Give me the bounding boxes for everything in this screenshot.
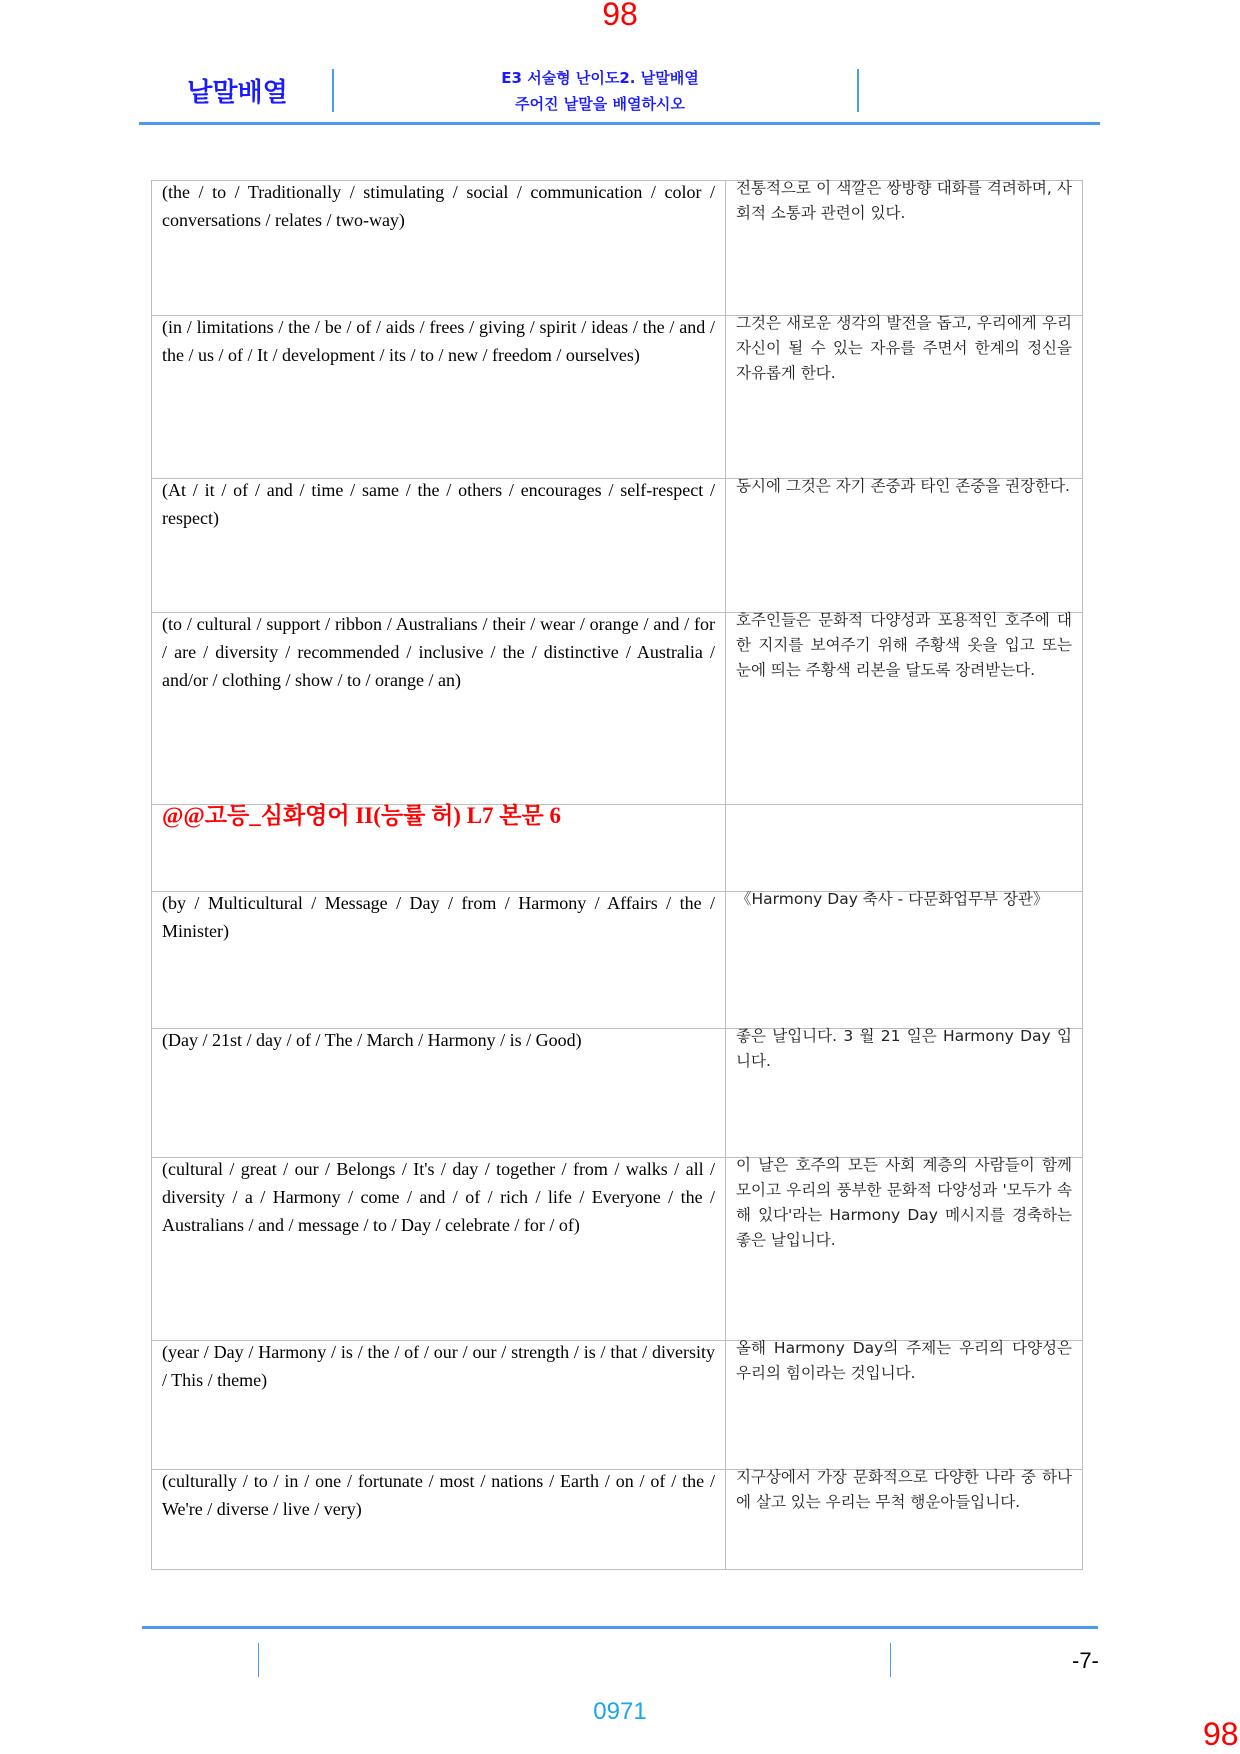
korean-translation: 올해 Harmony Day의 주제는 우리의 다양성은 우리의 힘이라는 것입니다.: [736, 1339, 1072, 1382]
korean-cell: [726, 1158, 1083, 1341]
korean-cell: [726, 1029, 1083, 1158]
header-rule: [139, 122, 1100, 125]
word-list: (Day / 21st / day / of / The / March / Harmony / is / Good): [162, 1030, 582, 1050]
korean-translation: 좋은 날입니다. 3 월 21 일은 Harmony Day 입니다.: [736, 1027, 1072, 1070]
exercise-table: [151, 180, 1083, 1570]
korean-cell: [726, 316, 1083, 479]
table-row: [152, 316, 1083, 479]
table-row: [152, 1029, 1083, 1158]
korean-translation: 전통적으로 이 색깔은 쌍방향 대화를 격려하며, 사회적 소통과 관련이 있다.: [736, 179, 1072, 222]
korean-cell: [726, 1470, 1083, 1570]
page-number-bottom: 98: [1203, 1716, 1239, 1752]
english-cell: [152, 1470, 726, 1570]
korean-translation: 지구상에서 가장 문화적으로 다양한 나라 중 하나에 살고 있는 우리는 무척 행운아들입니다.: [736, 1468, 1072, 1511]
footer-divider-left: [258, 1643, 259, 1677]
english-cell: [152, 1029, 726, 1158]
korean-cell: [726, 805, 1083, 892]
header-title: 낱말배열: [187, 78, 288, 108]
header-divider-left: [332, 69, 334, 112]
english-cell: [152, 613, 726, 805]
korean-cell: [726, 1341, 1083, 1470]
word-list: (by / Multicultural / Message / Day / from / Harmony / Affairs / the / Minister): [162, 893, 715, 941]
korean-cell: [726, 892, 1083, 1029]
korean-cell: [726, 479, 1083, 613]
english-cell: [152, 316, 726, 479]
english-cell: [152, 181, 726, 316]
korean-cell: [726, 613, 1083, 805]
header-divider-right: [857, 69, 859, 112]
korean-translation: 이 날은 호주의 모든 사회 계층의 사람들이 함께 모이고 우리의 풍부한 문화적 다양성과 '모두가 속해 있다'라는 Harmony Day 메시지를 경축하는 좋은 날입니다.: [736, 1156, 1072, 1249]
word-list: (cultural / great / our / Belongs / It's / day / together / from / walks / all / diversity / a / Harmony / come / and / of / rich / life / Everyone / the / Australians / and / message / to / Day / celebrate / for / of): [162, 1159, 715, 1235]
word-list: (to / cultural / support / ribbon / Australians / their / wear / orange / and / for / are / diversity / recommended / inclusive / the / distinctive / Australia / and/or / clothing / show / to / orange / an): [162, 614, 715, 690]
table-row: [152, 805, 1083, 892]
korean-translation: 동시에 그것은 자기 존중과 타인 존중을 권장한다.: [736, 477, 1070, 495]
english-cell: [152, 892, 726, 1029]
table-row: [152, 1341, 1083, 1470]
footer-rule: [142, 1626, 1098, 1629]
table-row: [152, 1470, 1083, 1570]
korean-cell: [726, 181, 1083, 316]
korean-translation: 호주인들은 문화적 다양성과 포용적인 호주에 대한 지지를 보여주기 위해 주황색 옷을 입고 또는 눈에 띄는 주황색 리본을 달도록 장려받는다.: [736, 611, 1072, 679]
table-row: [152, 1158, 1083, 1341]
footer-page-label: -7-: [1072, 1648, 1099, 1673]
english-cell: [152, 1341, 726, 1470]
word-list: (year / Day / Harmony / is / the / of / our / our / strength / is / that / diversity / This / theme): [162, 1342, 715, 1390]
footer-divider-right: [890, 1643, 891, 1677]
table-row: [152, 892, 1083, 1029]
word-list: (At / it / of / and / time / same / the / others / encourages / self-respect / respect): [162, 480, 715, 528]
table-row: [152, 181, 1083, 316]
english-cell: [152, 805, 726, 892]
page-number-top: 98: [602, 0, 638, 32]
english-cell: [152, 479, 726, 613]
section-title: @@고등_심화영어 II(능률 허) L7 본문 6: [162, 803, 561, 828]
footer-code: 0971: [593, 1698, 647, 1725]
word-list: (in / limitations / the / be / of / aids / frees / giving / spirit / ideas / the / and / the / us / of / It / development / its / to / new / freedom / ourselves): [162, 317, 715, 365]
table-row: [152, 613, 1083, 805]
table-row: [152, 479, 1083, 613]
word-list: (culturally / to / in / one / fortunate / most / nations / Earth / on / of / the / We're / diverse / live / very): [162, 1471, 715, 1519]
header-subtitle-line2: 주어진 낱말을 배열하시오: [515, 95, 685, 113]
english-cell: [152, 1158, 726, 1341]
word-list: (the / to / Traditionally / stimulating / social / communication / color / conversations / relates / two-way): [162, 182, 715, 230]
header-subtitle-line1: E3 서술형 난이도2. 낱말배열: [501, 69, 699, 87]
korean-translation: 그것은 새로운 생각의 발전을 돕고, 우리에게 우리 자신이 될 수 있는 자유를 주면서 한계의 정신을 자유롭게 한다.: [736, 314, 1072, 382]
korean-translation: 《Harmony Day 축사 - 다문화업무부 장관》: [736, 890, 1049, 908]
